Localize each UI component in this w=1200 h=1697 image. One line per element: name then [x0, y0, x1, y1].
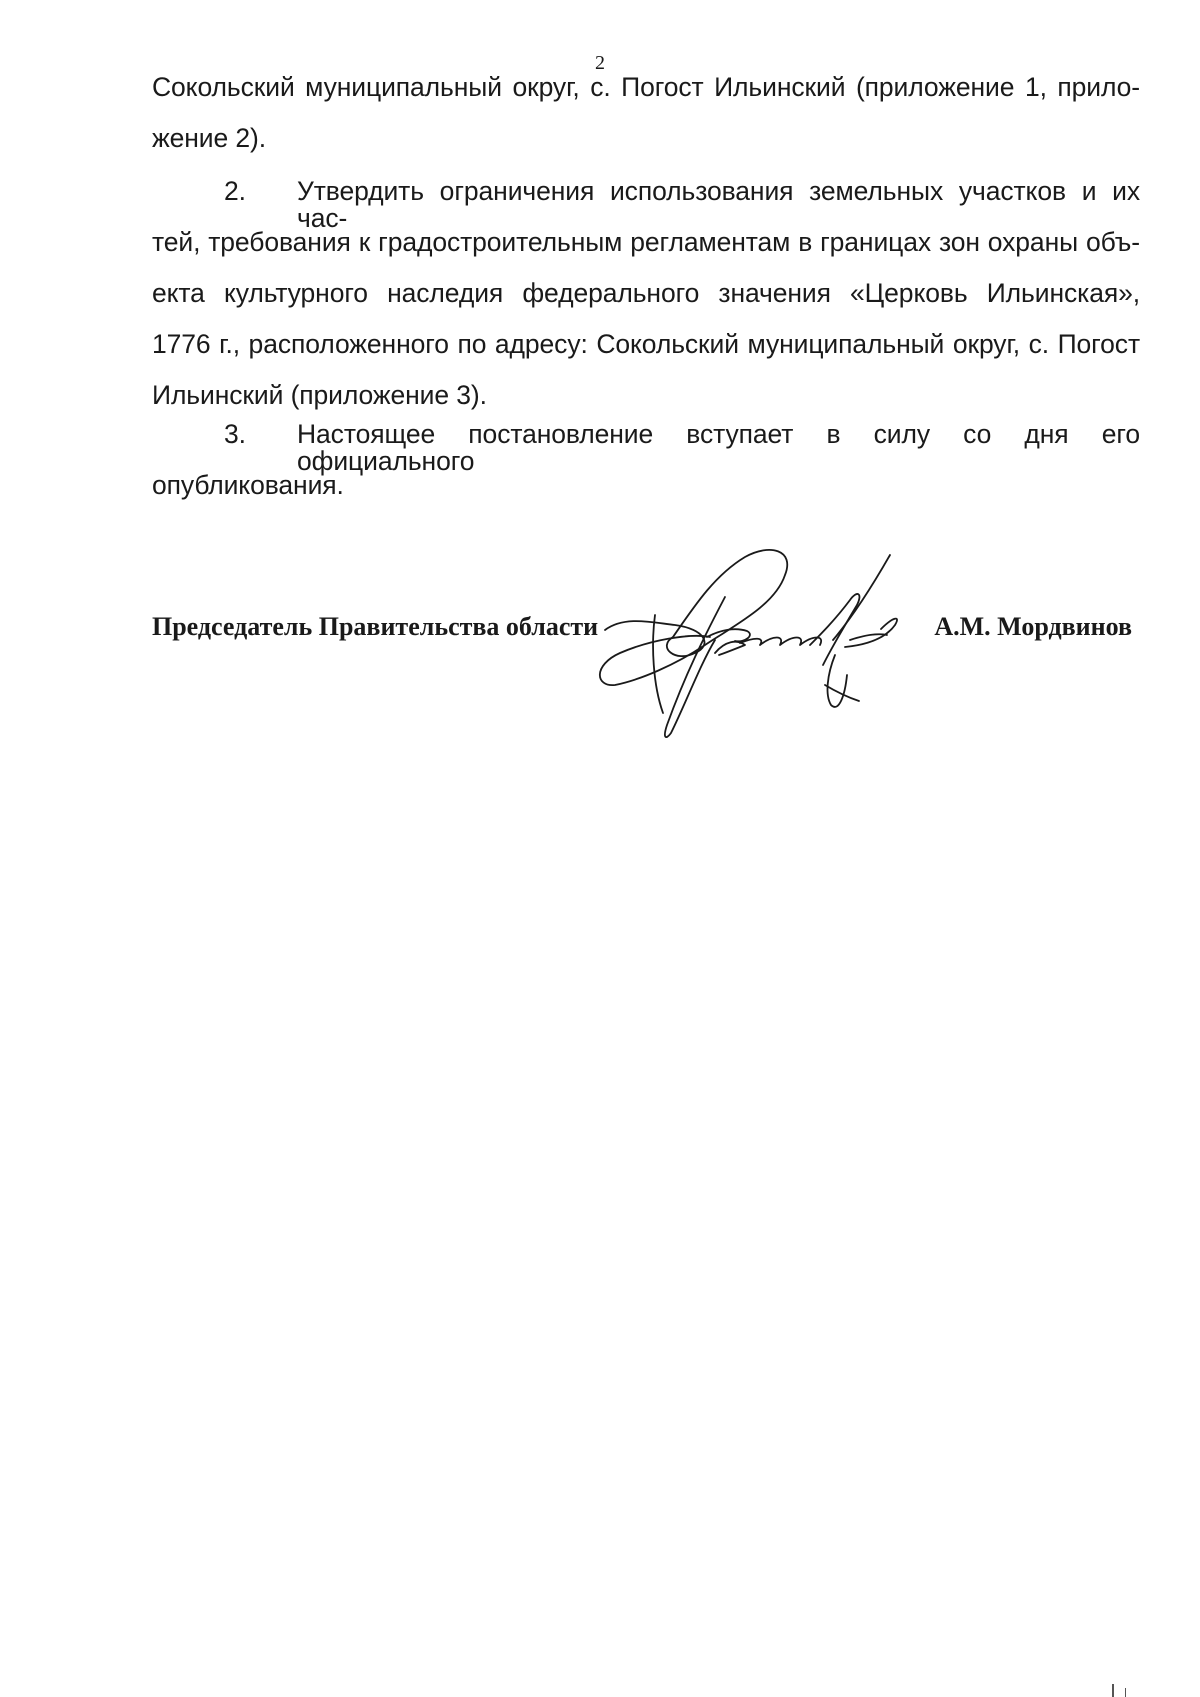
paragraph-line: Сокольский муниципальный округ, с. Погост Ильинский (приложение 1, прило- [152, 72, 1140, 102]
handwritten-signature [595, 545, 955, 745]
paragraph-line: Утвердить ограничения использования земельных участков и их час- [297, 176, 1140, 233]
scan-artifact [1112, 1684, 1114, 1697]
paragraph-line: жение 2). [152, 123, 267, 153]
paragraph-line: Настоящее постановление вступает в силу со дня его официального [297, 419, 1140, 476]
page-number: 2 [595, 52, 605, 74]
paragraph-line: екта культурного наследия федерального значения «Церковь Ильинская», [152, 278, 1140, 308]
paragraph-line: Ильинский (приложение 3). [152, 380, 487, 410]
signatory-name: А.М. Мордвинов [934, 612, 1132, 641]
item-number: 2. [224, 176, 246, 206]
signatory-title: Председатель Правительства области [152, 612, 599, 641]
paragraph-line: тей, требования к градостроительным регламентам в границах зон охраны объ- [152, 227, 1140, 257]
item-number: 3. [224, 419, 246, 449]
paragraph-line: 1776 г., расположенного по адресу: Сокольский муниципальный округ, с. Погост [152, 329, 1140, 359]
scan-artifact [1125, 1688, 1126, 1697]
paragraph-line: опубликования. [152, 470, 344, 500]
